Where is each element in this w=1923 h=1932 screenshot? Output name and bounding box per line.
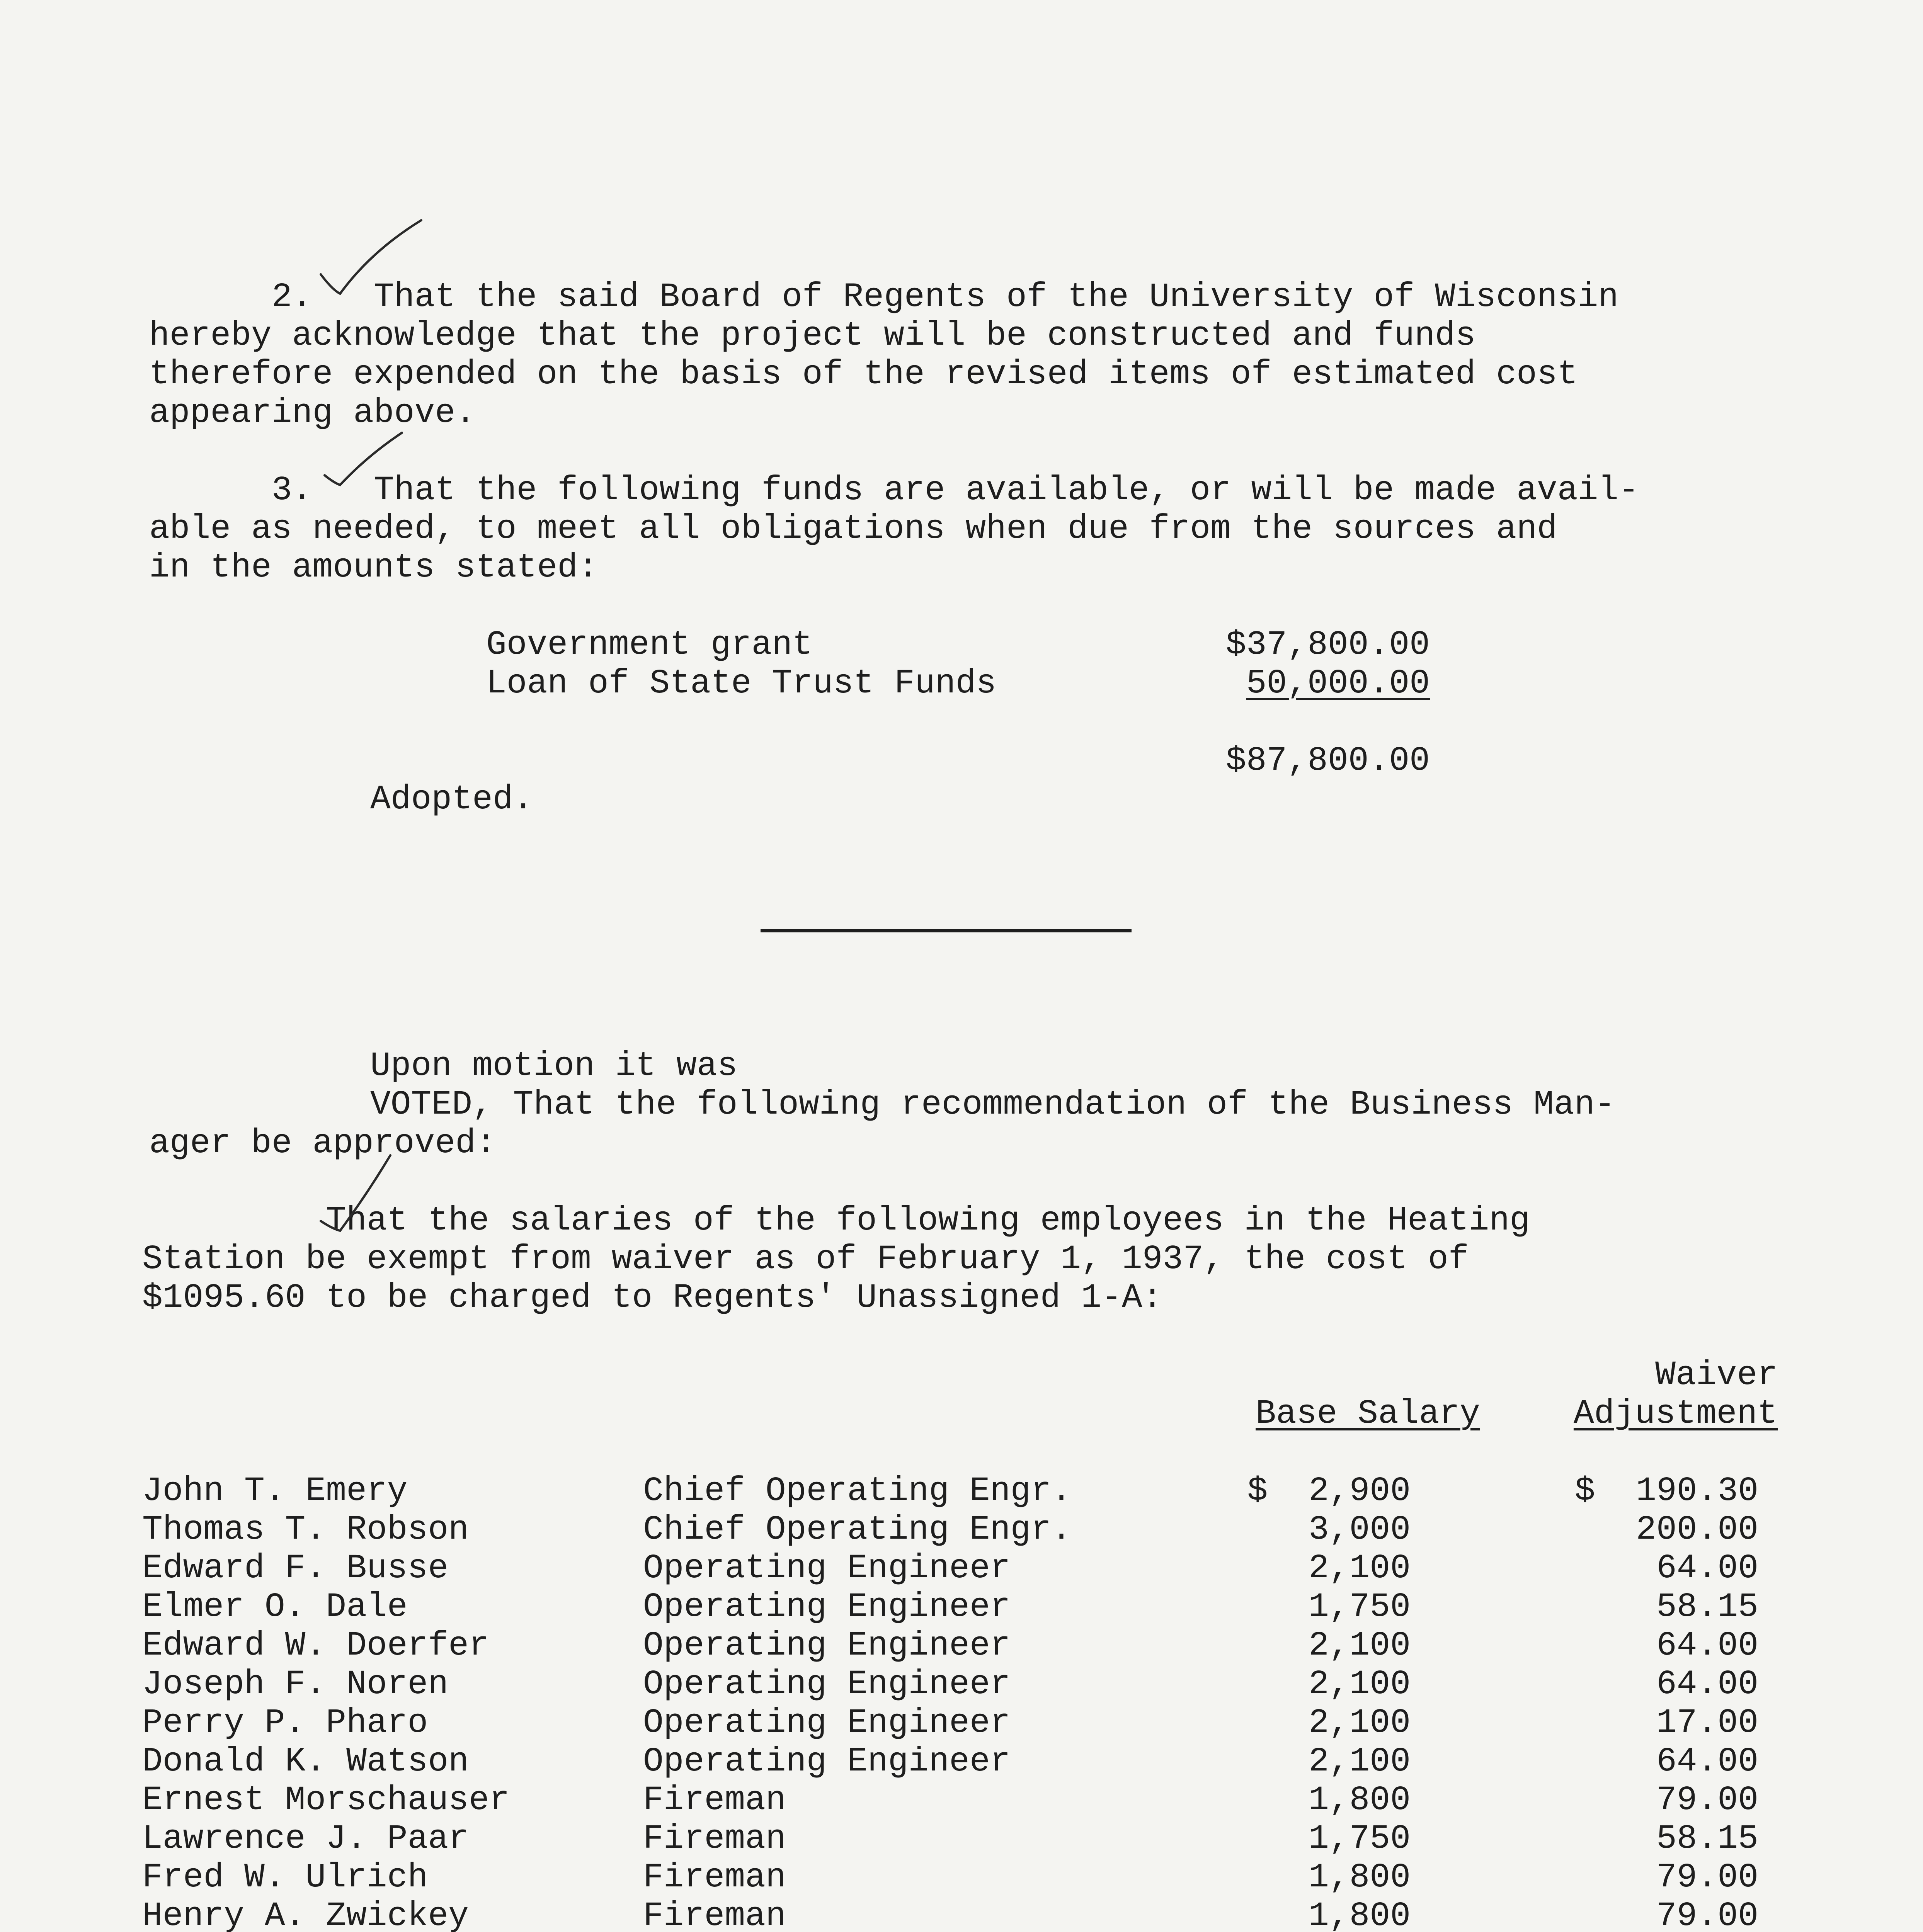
paragraph-line: Station be exempt from waiver as of February 1, 1937, the cost of [142, 1240, 1469, 1279]
employee-adjustment: 64.00 [1656, 1665, 1758, 1704]
header-adjustment [1507, 1395, 1778, 1434]
employee-title: Operating Engineer [643, 1588, 1011, 1626]
employee-salary: 1,800 [1308, 1781, 1411, 1820]
employee-adjustment: 58.15 [1656, 1588, 1758, 1626]
employee-salary: 1,750 [1308, 1588, 1411, 1626]
employee-name: Lawrence J. Paar [142, 1820, 469, 1858]
employee-salary: 2,100 [1308, 1665, 1411, 1704]
employee-name: Ernest Morschauser [142, 1781, 510, 1820]
employee-title: Fireman [643, 1781, 786, 1820]
employee-title: Fireman [643, 1820, 786, 1858]
fund-amount [1121, 665, 1430, 703]
paragraph-line: 2. That the said Board of Regents of the University of Wisconsin [149, 278, 1619, 316]
employee-salary: 1,800 [1308, 1897, 1411, 1932]
employee-title: Fireman [643, 1897, 786, 1932]
employee-name: Perry P. Pharo [142, 1704, 428, 1742]
employee-title: Operating Engineer [643, 1704, 1011, 1742]
employee-adjustment: 79.00 [1656, 1781, 1758, 1820]
employee-salary: 3,000 [1308, 1511, 1411, 1549]
check-mark-icon [317, 1151, 402, 1236]
employee-adjustment: $ 190.30 [1574, 1472, 1758, 1510]
employee-name: Edward W. Doerfer [142, 1627, 489, 1665]
header-waiver: Waiver [1655, 1356, 1778, 1395]
employee-salary: 1,750 [1308, 1820, 1411, 1858]
header-base-salary-label: Base Salary [1256, 1395, 1480, 1433]
paragraph-line: ager be approved: [149, 1124, 496, 1163]
paragraph-line: VOTED, That the following recommendation of the Business Man- [370, 1086, 1615, 1124]
employee-name: John T. Emery [142, 1472, 408, 1510]
employee-name: Donald K. Watson [142, 1743, 469, 1781]
fund-label: Government grant [486, 626, 813, 664]
employee-name: Elmer O. Dale [142, 1588, 408, 1626]
paragraph-line: That the salaries of the following employees in the Heating [142, 1202, 1530, 1240]
employee-adjustment: 64.00 [1656, 1549, 1758, 1588]
employee-adjustment: 58.15 [1656, 1820, 1758, 1858]
employee-name: Fred W. Ulrich [142, 1859, 428, 1897]
paragraph-line: hereby acknowledge that the project will be constructed and funds [149, 317, 1476, 355]
employee-title: Operating Engineer [643, 1549, 1011, 1588]
employee-title: Fireman [643, 1859, 786, 1897]
employee-title: Chief Operating Engr. [643, 1511, 1072, 1549]
employee-name: Joseph F. Noren [142, 1665, 449, 1704]
employee-salary: 2,100 [1308, 1743, 1411, 1781]
employee-adjustment: 17.00 [1656, 1704, 1758, 1742]
employee-title: Chief Operating Engr. [643, 1472, 1072, 1510]
employee-title: Operating Engineer [643, 1743, 1011, 1781]
employee-salary: $ 2,900 [1247, 1472, 1411, 1510]
adopted-text: Adopted. [370, 781, 534, 819]
paragraph-line: able as needed, to meet all obligations when due from the sources and [149, 510, 1557, 548]
employee-salary: 1,800 [1308, 1859, 1411, 1897]
check-mark-icon [317, 216, 425, 309]
employee-adjustment: 64.00 [1656, 1743, 1758, 1781]
employee-adjustment: 64.00 [1656, 1627, 1758, 1665]
employee-name: Henry A. Zwickey [142, 1897, 469, 1932]
paragraph-line: 3. That the following funds are available, or will be made avail- [149, 471, 1639, 510]
header-adjustment-label: Adjustment [1573, 1395, 1778, 1433]
paragraph-line: therefore expended on the basis of the revised items of estimated cost [149, 355, 1578, 394]
fund-amount: $37,800.00 [1225, 626, 1430, 664]
paragraph-line: $1095.60 to be charged to Regents' Unassigned 1-A: [142, 1279, 1163, 1317]
paragraph-line: in the amounts stated: [149, 549, 598, 587]
employee-adjustment: 200.00 [1636, 1511, 1758, 1549]
funds-total: $87,800.00 [1225, 742, 1430, 780]
employee-title: Operating Engineer [643, 1627, 1011, 1665]
paragraph-line: appearing above. [149, 394, 476, 432]
fund-amount-underlined: 50,000.00 [1246, 665, 1430, 703]
header-base-salary [1121, 1395, 1480, 1434]
employee-adjustment: 79.00 [1656, 1897, 1758, 1932]
check-mark-icon [321, 429, 406, 491]
paragraph-line: Upon motion it was [370, 1047, 738, 1085]
employee-adjustment: 79.00 [1656, 1859, 1758, 1897]
employee-name: Thomas T. Robson [142, 1511, 469, 1549]
employee-salary: 2,100 [1308, 1627, 1411, 1665]
employee-salary: 2,100 [1308, 1549, 1411, 1588]
employee-name: Edward F. Busse [142, 1549, 449, 1588]
fund-label: Loan of State Trust Funds [486, 665, 997, 703]
employee-title: Operating Engineer [643, 1665, 1011, 1704]
section-divider [761, 929, 1132, 932]
employee-salary: 2,100 [1308, 1704, 1411, 1742]
